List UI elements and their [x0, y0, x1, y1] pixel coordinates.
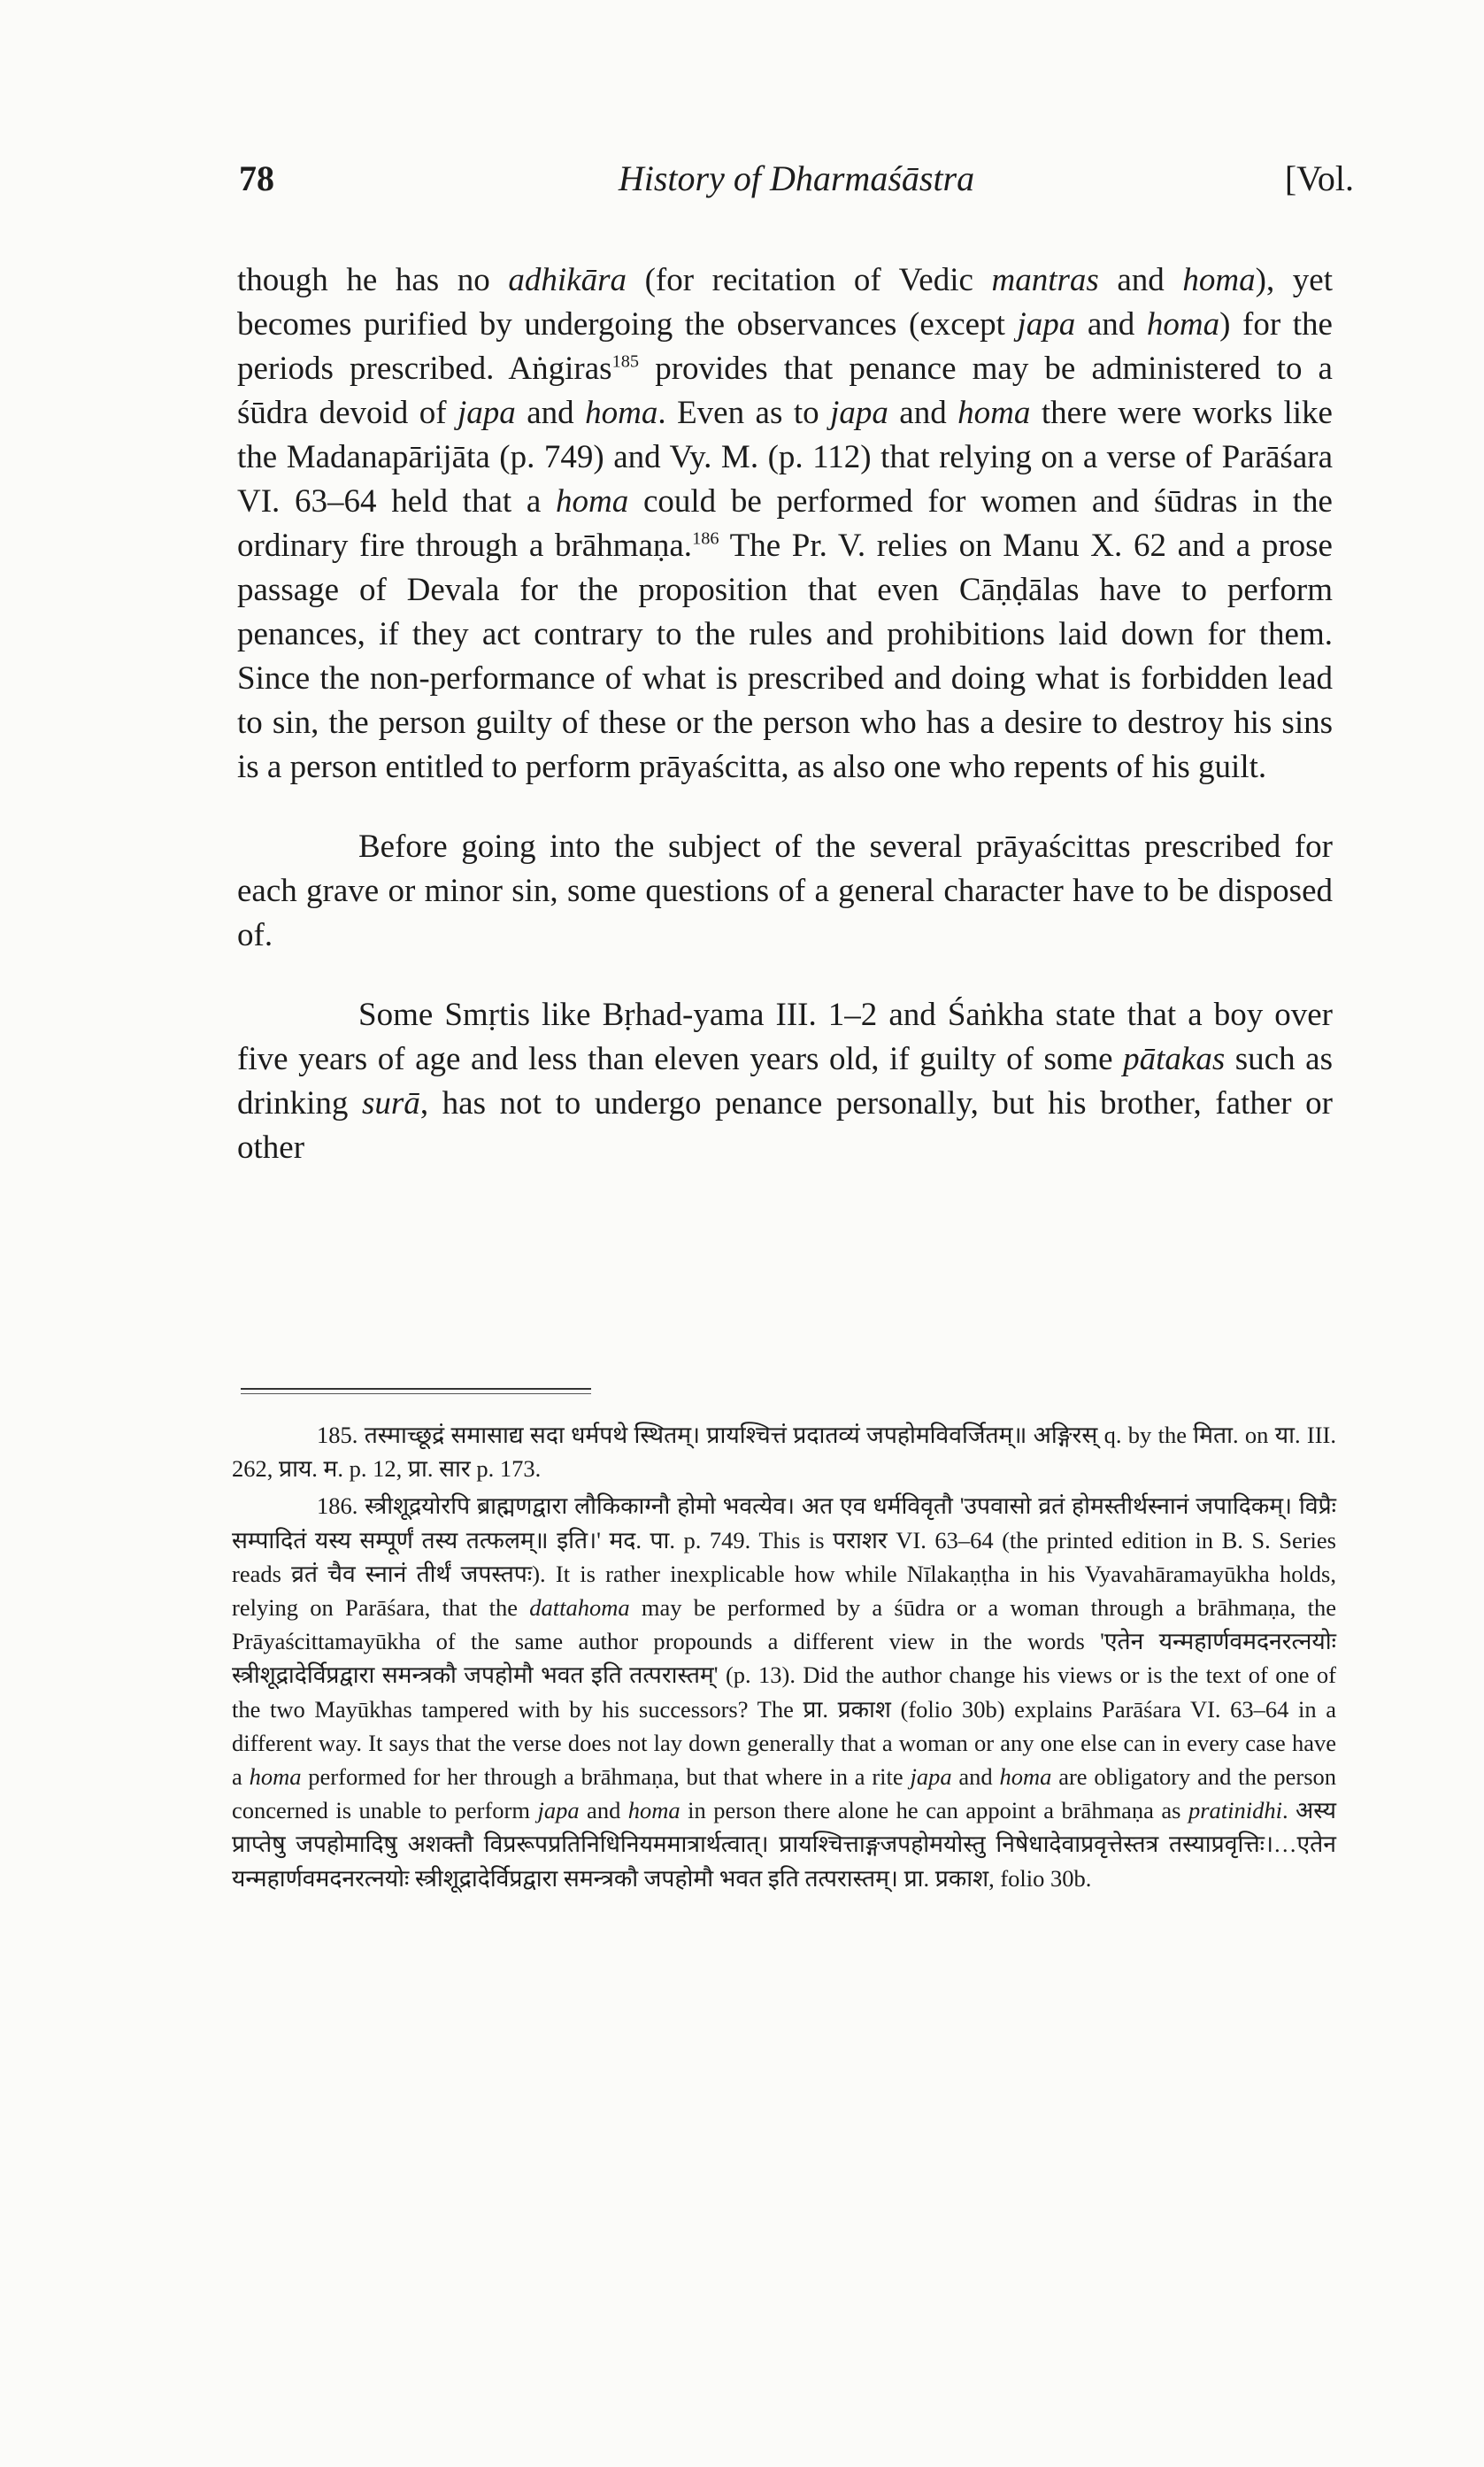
footnote-185: 185. तस्माच्छूद्रं समासाद्य सदा धर्मपथे स्थितम्। प्रायश्चित्तं प्रदातव्यं जपहोमविवर्जितम्॥ अङ्गिरस् q. by the मिता. on या. III. 262, प्राय. म. p. 12, प्रा. सार p. 173. — [232, 1422, 1336, 1483]
paragraph-2: Before going into the subject of the several prāyaścittas prescribed for each grave or minor sin, some questions of a general character have to be disposed of. — [237, 829, 1333, 953]
footnote-rule — [241, 1388, 591, 1390]
footnote-186: 186. स्त्रीशूद्रयोरपि ब्राह्मणद्वारा लौकिकाग्नौ होमो भवत्येव। अत एव धर्मविवृतौ 'उपवासो व्रतं होमस्तीर्थस्नानं जपादिकम्। विप्रैः सम्पादितं यस्य सम्पूर्णं तस्य तत्फलम्॥ इति।' मद. पा. p. 749. This is पराशर VI. 63–64 (the printed edition in B. S. Series reads व्रतं चैव स्नानं तीर्थं जपस्तपः). It is rather inexplicable how while Nīlakaṇṭha in his Vyavahāramayūkha holds, relying on Parāśara, that the dattahoma may be performed by a śūdra or a woman through a brāhmaṇa, the Prāyaścittamayūkha of the same author propounds a different view in the words 'एतेन यन्महार्णवमदनरत्नयोः स्त्रीशूद्रादेर्विप्रद्वारा समन्त्रकौ जपहोमौ भवत इति तत्परास्तम्' (p. 13). Did the author change his views or is the text of one of the two Mayūkhas tampered with by his successors? The प्रा. प्रकाश (folio 30b) explains Parāśara VI. 63–64 in a different way. It says that the verse does not lay down generally that a woman or any one else can in every case have a homa performed for her through a brāhmaṇa, but that where in a rite japa and homa are obligatory and the person concerned is unable to perform japa and homa in person there alone he can appoint a brāhmaṇa as pratinidhi. अस्य प्राप्तेषु जपहोमादिषु अशक्तौ विप्ररूपप्रतिनिधिनियममात्रार्थत्वात्। प्रायश्चित्ताङ्गजपहोमयोस्तु निषेधादेवाप्रवृत्तेस्तत्र तस्याप्रवृत्तिः।…एतेन यन्महार्णवमदनरत्नयोः स्त्रीशूद्रादेर्विप्रद्वारा समन्त्रकौ जपहोमौ भवत इति तत्परास्तम्। प्रा. प्रकाश, folio 30b. — [232, 1492, 1337, 1892]
footnote-ref-185: 185 — [611, 351, 640, 372]
footnote-rule-double — [241, 1393, 591, 1394]
paragraph-1: though he has no adhikāra (for recitation of Vedic mantras and homa), yet becomes purified by undergoing the observances (except japa and homa) for the periods prescribed. Aṅgiras$^{185}$ provides that penance may be administered to a śūdra devoid of japa and homa. Even as to japa and homa there were works like the Madanapārijāta (p. 749) and Vy. M. (p. 112) that relying on a verse of Parāśara VI. 63–64 held that a homa could be performed for women and śūdras in the ordinary fire through a brāhmaṇa.$^{186}$ The Pr. V. relies on Manu X. 62 and a prose passage of Devala for the proposition that even Cāṇḍālas have to perform penances, if they act contrary to the rules and prohibitions laid down for them. Since the non-performance of what is prescribed and doing what is forbidden lead to sin, the person guilty of these or the person who has a desire to destroy his sins is a person entitled to perform prāyaścitta, as also one who repents of his guilt. — [237, 262, 1333, 785]
page-number: 78 — [239, 158, 274, 198]
paragraph-3: Some Smṛtis like Bṛhad-yama III. 1–2 and Śaṅkha state that a boy over five years of age and less than eleven years old, if guilty of some pātakas such as drinking surā, has not to undergo penance personally, but his brother, father or other — [237, 997, 1333, 1166]
page-header — [239, 158, 1354, 211]
main-text — [237, 258, 1333, 1170]
footnote-ref-186: 186 — [692, 528, 719, 549]
running-title: History of Dharmaśāstra — [618, 158, 975, 198]
footnotes — [232, 1418, 1336, 1895]
volume-marker: [Vol. — [1284, 158, 1354, 198]
